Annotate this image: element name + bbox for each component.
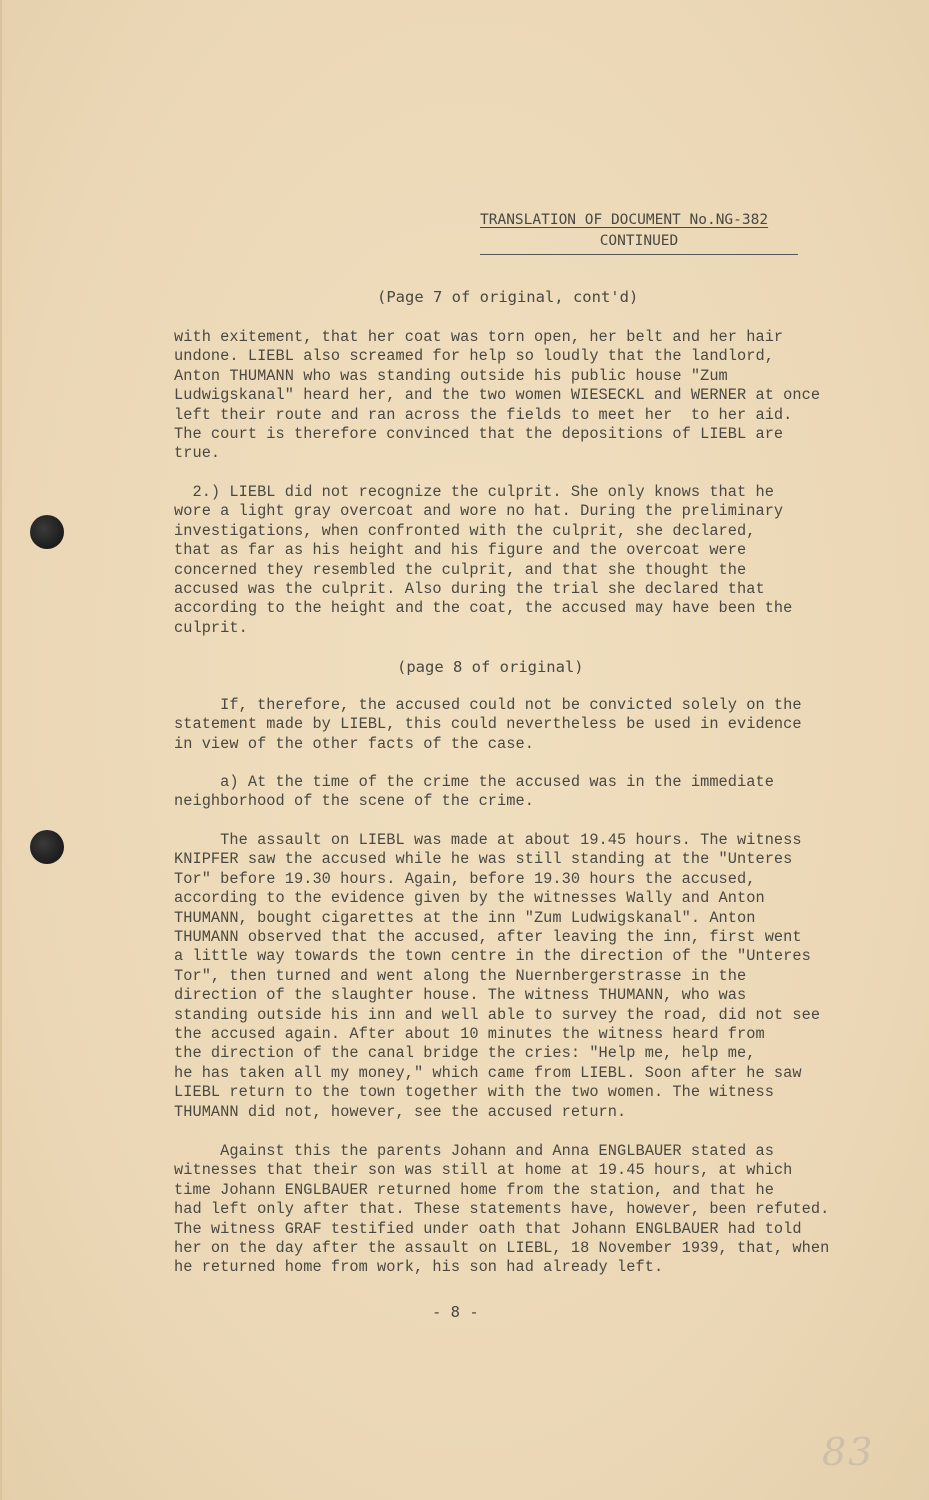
document-heading bbox=[480, 210, 800, 255]
heading-subtitle: CONTINUED bbox=[480, 231, 798, 255]
paragraph: Against this the parents Johann and Anna ENGLBAUER stated as witnesses that their son was still at home at 19.45 hours, at which time Johann ENGLBAUER returned home from the station, and that he had left only after that. These statements have, however, been refuted. The witness GRAF testified under oath that Johann ENGLBAUER had told her on the day after the assault on LIEBL, 18 November 1939, that, when he returned home from work, his son had already left. bbox=[174, 1142, 830, 1277]
page-reference: (page 8 of original) bbox=[397, 658, 584, 676]
punch-hole bbox=[30, 830, 64, 864]
paragraph: with exitement, that her coat was torn open, her belt and her hair undone. LIEBL also screamed for help so loudly that the landlord, Anton THUMANN who was standing outside his public house "Zum Ludwigskanal" heard her, and the two women WIESECKL and WERNER at once left their route and ran across the fields to meet her to her aid. The court is therefore convinced that the depositions of LIEBL are true. bbox=[174, 328, 821, 463]
archive-stamp: 83 bbox=[822, 1430, 875, 1474]
page-number: - 8 - bbox=[432, 1303, 479, 1321]
heading-title: TRANSLATION OF DOCUMENT No.NG-382 bbox=[480, 212, 769, 228]
page-reference: (Page 7 of original, cont'd) bbox=[377, 288, 639, 306]
punch-hole bbox=[30, 515, 64, 549]
paragraph: a) At the time of the crime the accused was in the immediate neighborhood of the scene of the crime. bbox=[174, 773, 774, 811]
paragraph: The assault on LIEBL was made at about 19.45 hours. The witness KNIPFER saw the accused while he was still standing at the "Unteres Tor" before 19.30 hours. Again, before 19.30 hours the accused, according to the evidence given by the witnesses Wally and Anton THUMANN, bought cigarettes at the inn "Zum Ludwigskanal". Anton THUMANN observed that the accused, after leaving the inn, first went a little way towards the town centre in the direction of the "Unteres Tor", then turned and went along the Nuernbergerstrasse in the direction of the slaughter house. The witness THUMANN, who was standing outside his inn and well able to survey the road, did not see the accused again. After about 10 minutes the witness heard from the direction of the canal bridge the cries: "Help me, help me, he has taken all my money," which came from LIEBL. Soon after he saw LIEBL return to the town together with the two women. The witness THUMANN did not, however, see the accused return. bbox=[174, 831, 821, 1121]
paragraph: 2.) LIEBL did not recognize the culprit. She only knows that he wore a light gray overcoat and wore no hat. During the preliminary investigations, when confronted with the culprit, she declared, that as far as his height and his figure and the overcoat were concerned they resembled the culprit, and that she thought the accused was the culprit. Also during the trial she declared that according to the height and the coat, the accused may have been the culprit. bbox=[174, 483, 793, 637]
paragraph: If, therefore, the accused could not be convicted solely on the statement made by LIEBL, this could nevertheless be used in evidence in view of the other facts of the case. bbox=[174, 696, 802, 753]
